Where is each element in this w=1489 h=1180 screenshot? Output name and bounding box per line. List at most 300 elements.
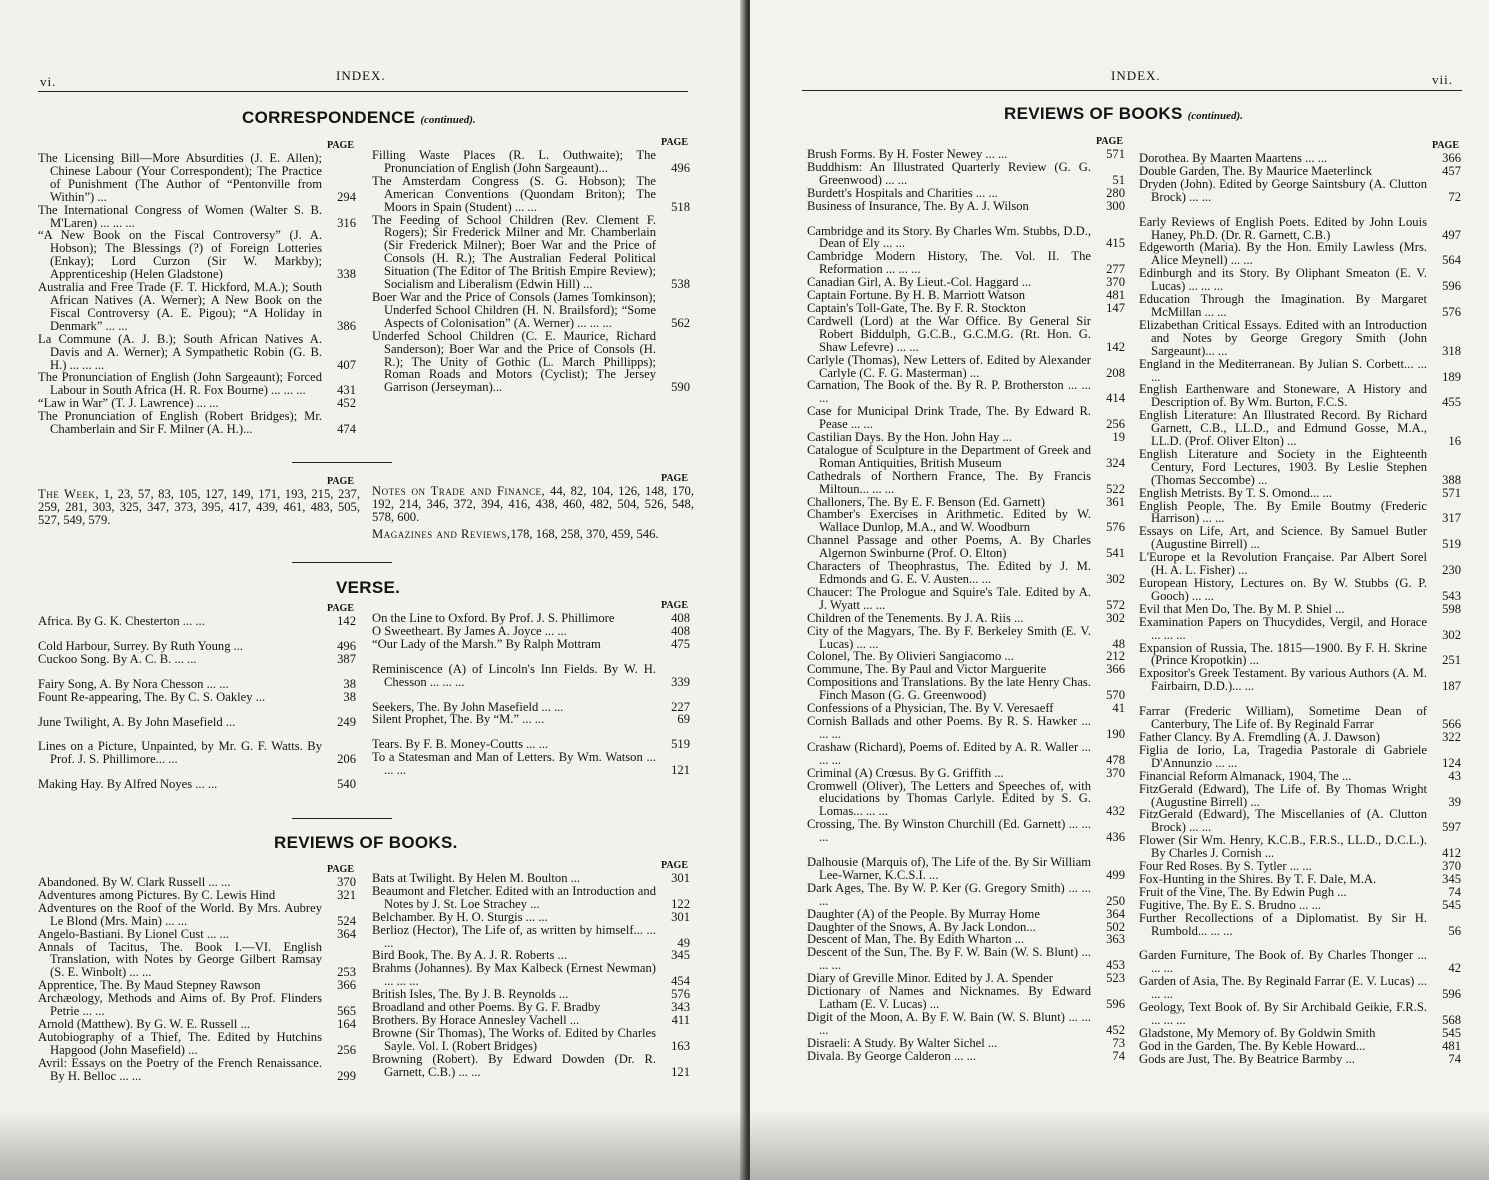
entry-page-number: 387 bbox=[337, 651, 356, 666]
entry-text: Annals of Tacitus, The. Book I.—VI. English Translation, with Notes by George Gilbert Ramsay (S. E. Winbolt) ... ... bbox=[38, 939, 322, 980]
entry-text: Berlioz (Hector), The Life of, as written by himself... ... ... bbox=[372, 922, 656, 950]
entry-page-number: 338 bbox=[337, 267, 356, 282]
entry-page-number: 541 bbox=[1106, 546, 1125, 561]
index-entry bbox=[38, 691, 360, 704]
index-entry bbox=[38, 615, 360, 628]
entry-text: Evil that Men Do, The. By M. P. Shiel ... bbox=[1139, 601, 1345, 616]
entry-page-number: 596 bbox=[1442, 279, 1461, 294]
entry-text: La Commune (A. J. B.); South African Natives A. Davis and A. Werner); A Sympathetic Robin (G. B. H.) ... ... ... bbox=[38, 331, 322, 372]
entry-page-number: 565 bbox=[337, 1004, 356, 1019]
entry-text: Characters of Theophrastus, The. Edited by J. M. Edmonds and G. E. V. Austen... ... bbox=[807, 559, 1091, 586]
entry-text: Case for Municipal Drink Trade, The. By Edward R. Pease ... ... bbox=[807, 404, 1091, 432]
entry-text: “Law in War” (T. J. Lawrence) ... ... bbox=[38, 396, 219, 411]
entry-text: Underfed School Children (C. E. Maurice, Richard Sanderson); Boer War and the Price of Consols (H. R.); The Unity of Gothic (L. March Phillipps); Roman Roads and Motors (Cyclist); The Jersey Garrison (Jerseyman)... bbox=[372, 328, 656, 395]
index-entry bbox=[807, 741, 1129, 767]
entry-page-number: 370 bbox=[1106, 275, 1125, 290]
entry-page-number: 570 bbox=[1106, 688, 1125, 703]
the-week-heading: The Week, bbox=[38, 487, 100, 501]
left-running-head: INDEX. bbox=[336, 68, 386, 83]
entry-page-number: 277 bbox=[1106, 262, 1125, 277]
entry-page-number: 540 bbox=[337, 777, 356, 792]
entry-page-number: 316 bbox=[337, 215, 356, 230]
entry-text: Diary of Greville Minor. Edited by J. A. Spender bbox=[807, 971, 1053, 986]
index-entry bbox=[1139, 241, 1465, 267]
entry-text: The Pronunciation of English (Robert Bridges); Mr. Chamberlain and Sir F. Milner (A. H.)... bbox=[38, 409, 322, 437]
entry-text: The Pronunciation of English (John Sargeaunt); Forced Labour in South Africa (H. R. Fox Bourne) ... ... ... bbox=[38, 370, 322, 398]
entry-text: L'Europe et la Revolution Française. Par Albert Sorel (H. A. L. Fisher) ... bbox=[1139, 550, 1427, 578]
entry-text: Dark Ages, The. By W. P. Ker (G. Gregory Smith) ... ... ... bbox=[807, 880, 1091, 908]
entry-page-number: 301 bbox=[671, 909, 690, 924]
entry-page-number: 414 bbox=[1106, 391, 1125, 406]
index-entry bbox=[807, 560, 1129, 586]
entry-text: Fugitive, The. By E. S. Brudno ... ... bbox=[1139, 897, 1322, 912]
entry-text: Fox-Hunting in the Shires. By T. F. Dale, M.A. bbox=[1139, 871, 1377, 886]
entry-page-number: 386 bbox=[337, 318, 356, 333]
index-entry bbox=[1139, 1053, 1465, 1066]
entry-text: “Our Lady of the Marsh.” By Ralph Mottram bbox=[372, 636, 601, 651]
entry-text: Bats at Twilight. By Helen M. Boulton ... bbox=[372, 871, 581, 885]
index-entry bbox=[372, 149, 694, 175]
entry-page-number: 343 bbox=[671, 1000, 690, 1015]
index-entry bbox=[807, 470, 1129, 496]
entry-page-number: 253 bbox=[337, 965, 356, 980]
index-entry bbox=[1139, 448, 1465, 487]
index-entry bbox=[38, 229, 360, 281]
entry-text: Carnation, The Book of the. By R. P. Brotherston ... ... ... bbox=[807, 378, 1091, 406]
entry-text: Farrar (Frederic William), Sometime Dean of Canterbury, The Life of. By Reginald Farrar bbox=[1139, 704, 1427, 732]
entry-text: “A New Book on the Fiscal Controversy” (J. A. Hobson); The Blessings (?) of Foreign Lotteries (Enkay); Lord Curzon (Sir W. Markby); Apprenticeship (Helen Gladstone) bbox=[38, 228, 322, 282]
entry-page-number: 457 bbox=[1442, 163, 1461, 178]
right-reviews-column-1: PAGE Brush Forms. By H. Foster Newey ... ... 571 Buddhism: An Illustrated Quarterly Review (G. G. Greenwood) ... ... 51 Burdett's Hospitals and Charities ... ... 280 Business of Insurance, The. By A. J. Wilson 300 Cambridge and its Story. By Charles Wm. Stubbs, D.D., Dean of Ely ... ... 415 Cambridge Modern History, The. Vol. II. The Reformation ... ... ... 277 Canadian Girl, A. By Lieut.-Col. Haggard ... 370 Captain Fortune. By H. B. Marriott Watson 481 Captain's Toll-Gate, The. By F. R. Stockton 147 Cardwell (Lord) at the War Office. By General Sir Robert Biddulph, G.C.B., G.C.M.G. (Rt. Hon. G. Shaw Lefevre) ... ... 142 Carlyle (Thomas), New Letters of. Edited by Alexander Carlyle (C. F. G. Masterman) ... 208 Carnation, The Book of the. By R. P. Brotherston ... ... ... 414 Case for Municipal Drink Trade, The. By Edward R. Pease ... ... 256 Castilian Days. By the Hon. John Hay ... 19 Catalogue of Sculpture in the Department of Greek and Roman Antiquities, British Museum 324 Cathedrals of Northern France, The. By Francis Miltoun... ... ... 522 Challoners, The. By E. F. Benson (Ed. Garnett) 361 Chamber's Exercises in Arithmetic. Edited by W. Wallace Dunlop, M.A., and W. Woodburn 576 Channel Passage and other Poems, A. By Charles Algernon Swinburne (Prof. O. Elton) 541 Characters of Theophrastus, The. Edited by J. M. Edmonds and G. E. V. Austen... ... 302 Chaucer: The Prologue and Squire's Tale. Edited by A. J. Wyatt ... ... 572 Children of the Tenements. By J. A. Riis ... 302 City of the Magyars, The. By F. Berkeley Smith (E. V. Lucas) ... ... 48 Colonel, The. By Olivieri Sangiacomo ... 212 Commune, The. By Paul and Victor Marguerite 366 Compositions and Translations. By the late Henry Chas. Finch Mason (G. G. Greenwood) 570 Confessions of a Physician, The. By V. Veresaeff 41 Cornish Ballads and other Poems. By R. S. Hawker ... ... ... 190 Crashaw (Richard), Poems of. Edited by A. R. Waller ... ... ... 478 Criminal (A) Crœsus. By G. Griffith ... 370 Cromwell (Oliver), The Letters and Speeches of, with elucidations by Thomas Carlyle. Edited by S. G. Lomas... ... ... 432 Crossing, The. By Winston Churchill (Ed. Garnett) ... ... ... 436 Dalhousie (Marquis of), The Life of the. By Sir William Lee-Warner, K.C.S.I. ... 499 Dark Ages, The. By W. P. Ker (G. Gregory Smith) ... ... ... 250 Daughter (A) of the People. By Murray Home 364 Daughter of the Snows, A. By Jack London... 502 Descent of Man, The. By Edith Wharton ... 363 Descent of the Sun, The. By F. W. Bain (W. S. Blunt) ... ... ... 453 Diary of Greville Minor. Edited by J. A. Spender 523 Dictionary of Names and Nicknames. By Edward Latham (E. V. Lucas) ... 596 Digit of the Moon, A. By F. W. Bain (W. S. Blunt) ... ... ... 452 Disraeli: A Study. By Walter Sichel ... 73 Divala. By George Calderon ... ... 74 bbox=[807, 136, 1129, 1063]
entry-text: English People, The. By Emile Boutmy (Frederic Harrison) ... ... bbox=[1139, 498, 1427, 526]
index-entry bbox=[1139, 383, 1465, 409]
entry-page-number: 48 bbox=[1112, 636, 1125, 651]
entry-text: Cold Harbour, Surrey. By Ruth Young ... bbox=[38, 638, 244, 653]
entry-page-number: 321 bbox=[337, 887, 356, 902]
index-entry bbox=[38, 333, 360, 372]
index-entry bbox=[807, 780, 1129, 819]
entry-page-number: 576 bbox=[1106, 520, 1125, 535]
index-entry bbox=[807, 200, 1129, 213]
index-entry bbox=[1139, 642, 1465, 668]
index-entry bbox=[38, 902, 360, 928]
index-entry bbox=[372, 663, 694, 689]
the-week-pages: 1, 23, 57, 83, 105, 127, 149, 171, 193, 215, 237, 259, 281, 303, 325, 347, 373, 395, 417, 439, 461, 483, 505, 527, 549, 579. bbox=[38, 487, 360, 527]
entry-page-number: 538 bbox=[671, 277, 690, 292]
entry-text: Arnold (Matthew). By G. W. E. Russell ... bbox=[38, 1016, 250, 1031]
index-entry bbox=[807, 250, 1129, 276]
entry-page-number: 41 bbox=[1112, 701, 1125, 716]
index-entry bbox=[1139, 267, 1465, 293]
entry-text: Making Hay. By Alfred Noyes ... ... bbox=[38, 777, 218, 792]
index-entry bbox=[807, 676, 1129, 702]
entry-text: Essays on Life, Art, and Science. By Samuel Butler (Augustine Birrell) ... bbox=[1139, 524, 1427, 552]
entry-text: Catalogue of Sculpture in the Department of Greek and Roman Antiquities, British Museum bbox=[807, 442, 1091, 470]
entry-text: Broadland and other Poems. By G. F. Bradby bbox=[372, 1000, 601, 1015]
entry-text: Disraeli: A Study. By Walter Sichel ... bbox=[807, 1035, 998, 1050]
index-entry bbox=[372, 924, 694, 950]
magazines-pages: 178, 168, 258, 370, 459, 546. bbox=[510, 527, 659, 541]
entry-text: Expositor's Greek Testament. By various Authors (A. M. Fairbairn, D.D.)... ... bbox=[1139, 666, 1427, 694]
index-entry bbox=[372, 751, 694, 777]
entry-page-number: 38 bbox=[343, 689, 356, 704]
entry-page-number: 366 bbox=[1442, 151, 1461, 165]
entry-page-number: 363 bbox=[1106, 932, 1125, 947]
entry-text: Buddhism: An Illustrated Quarterly Review (G. G. Greenwood) ... ... bbox=[807, 159, 1091, 187]
entry-page-number: 388 bbox=[1442, 472, 1461, 487]
entry-text: Africa. By G. K. Chesterton ... ... bbox=[38, 614, 205, 628]
entry-page-number: 455 bbox=[1442, 395, 1461, 410]
entry-text: Angelo-Bastiani. By Lionel Cust ... ... bbox=[38, 926, 229, 941]
index-entry bbox=[807, 379, 1129, 405]
entry-text: Garden of Asia, The. By Reginald Farrar (E. V. Lucas) ... ... ... bbox=[1139, 974, 1427, 1002]
entry-page-number: 415 bbox=[1106, 236, 1125, 251]
entry-text: The Feeding of School Children (Rev. Clement F. Rogers); Sir Frederick Milner and Mr. Chamberlain (Sir Frederick Milner); Boer War and the Price of Consols (H. R.); The Australian Federal Political Situation (The Editor of The British Empire Review); Socialism and Liberalism (Edwin Hill) ... bbox=[372, 212, 656, 292]
entry-text: Cardwell (Lord) at the War Office. By General Sir Robert Biddulph, G.C.B., G.C.M.G. (Rt. Hon. G. Shaw Lefevre) ... ... bbox=[807, 313, 1091, 354]
entry-text: Colonel, The. By Olivieri Sangiacomo ... bbox=[807, 649, 1014, 664]
entry-text: European History, Lectures on. By W. Stubbs (G. P. Gooch) ... ... bbox=[1139, 576, 1427, 603]
entry-text: Boer War and the Price of Consols (James Tomkinson); Underfed School Children (H. N. Brailsford); “Some Aspects of Colonisation” (A. Werner) ... ... ... bbox=[372, 289, 656, 330]
index-entry bbox=[38, 152, 360, 204]
entry-page-number: 69 bbox=[677, 712, 690, 727]
entry-text: Fruit of the Vine, The. By Edwin Pugh ... bbox=[1139, 884, 1347, 899]
entry-page-number: 16 bbox=[1448, 434, 1461, 449]
entry-text: Cambridge and its Story. By Charles Wm. Stubbs, D.D., Dean of Ely ... ... bbox=[807, 223, 1091, 251]
entry-text: Brahms (Johannes). By Max Kalbeck (Ernest Newman) ... ... ... bbox=[372, 961, 656, 989]
entry-page-number: 19 bbox=[1112, 430, 1125, 445]
index-entry bbox=[372, 1027, 694, 1053]
entry-text: Australia and Free Trade (F. T. Hickford, M.A.); South African Natives (A. Werner); A New Book on the Fiscal Controversy (A. E. Pigou); “A Holiday in Denmark” ... ... bbox=[38, 280, 322, 333]
index-entry bbox=[1139, 975, 1465, 1001]
entry-text: Captain Fortune. By H. B. Marriott Watson bbox=[807, 288, 1026, 303]
entry-page-number: 361 bbox=[1106, 494, 1125, 509]
entry-page-number: 122 bbox=[671, 896, 690, 911]
entry-page-number: 317 bbox=[1442, 511, 1461, 526]
section-divider bbox=[292, 818, 392, 819]
entry-text: Criminal (A) Crœsus. By G. Griffith ... bbox=[807, 765, 1004, 780]
entry-text: Descent of Man, The. By Edith Wharton ... bbox=[807, 932, 1025, 947]
entry-page-number: 452 bbox=[1106, 1022, 1125, 1037]
entry-text: Apprentice, The. By Maud Stepney Rawson bbox=[38, 978, 261, 993]
entry-text: Garden Furniture, The Book of. By Charles Thonger ... ... ... bbox=[1139, 948, 1427, 976]
entry-page-number: 474 bbox=[337, 422, 356, 437]
index-entry bbox=[1139, 500, 1465, 526]
index-entry bbox=[807, 715, 1129, 741]
entry-page-number: 519 bbox=[1442, 537, 1461, 552]
entry-text: Abandoned. By W. Clark Russell ... ... bbox=[38, 875, 231, 889]
entry-page-number: 345 bbox=[1442, 871, 1461, 886]
index-entry bbox=[1139, 551, 1465, 577]
verse-title: VERSE. bbox=[336, 578, 401, 597]
page-label: PAGE bbox=[660, 137, 688, 148]
right-page-number: vii. bbox=[1432, 72, 1453, 87]
entry-text: Geology, Text Book of. By Sir Archibald Geikie, F.R.S. ... ... ... bbox=[1139, 1000, 1427, 1027]
entry-text: Expansion of Russia, The. 1815—1900. By F. H. Skrine (Prince Kropotkin) ... bbox=[1139, 640, 1427, 668]
entry-text: Silent Prophet, The. By “M.” ... ... bbox=[372, 712, 545, 727]
entry-page-number: 163 bbox=[671, 1038, 690, 1053]
entry-page-number: 496 bbox=[671, 160, 690, 175]
entry-page-number: 452 bbox=[337, 396, 356, 411]
index-entry bbox=[372, 885, 694, 911]
index-entry bbox=[807, 1011, 1129, 1037]
entry-page-number: 522 bbox=[1106, 481, 1125, 496]
index-entry bbox=[38, 1057, 360, 1083]
entry-page-number: 56 bbox=[1448, 923, 1461, 938]
entry-text: English Literature: An Illustrated Record. By Richard Garnett, C.B., LL.D., and Edmund Gosse, M.A., LL.D. (Prof. Oliver Elton) ... bbox=[1139, 408, 1427, 449]
entry-text: England in the Mediterranean. By Julian S. Corbett... ... ... bbox=[1139, 356, 1427, 384]
entry-page-number: 596 bbox=[1442, 987, 1461, 1002]
entry-page-number: 227 bbox=[671, 699, 690, 714]
entry-page-number: 572 bbox=[1106, 597, 1125, 612]
entry-text: Elizabethan Critical Essays. Edited with an Introduction and Notes by George Gregory Smith (John Sargeaunt)... ... bbox=[1139, 317, 1427, 358]
index-entry bbox=[38, 371, 360, 397]
entry-page-number: 478 bbox=[1106, 752, 1125, 767]
entry-text: Castilian Days. By the Hon. John Hay ... bbox=[807, 430, 1012, 445]
entry-page-number: 124 bbox=[1442, 755, 1461, 770]
entry-text: Edgeworth (Maria). By the Hon. Emily Lawless (Mrs. Alice Meynell) ... ... bbox=[1139, 240, 1427, 268]
index-entry bbox=[38, 1031, 360, 1057]
index-entry bbox=[807, 225, 1129, 251]
entry-text: Carlyle (Thomas), New Letters of. Edited by Alexander Carlyle (C. F. G. Masterman) ... bbox=[807, 352, 1091, 380]
entry-page-number: 251 bbox=[1442, 653, 1461, 668]
entry-page-number: 436 bbox=[1106, 830, 1125, 845]
entry-page-number: 370 bbox=[1442, 859, 1461, 874]
index-entry bbox=[807, 161, 1129, 187]
entry-page-number: 142 bbox=[337, 614, 356, 628]
index-entry bbox=[807, 354, 1129, 380]
entry-text: Lines on a Picture, Unpainted, by Mr. G. F. Watts. By Prof. J. S. Phillimore... ... bbox=[38, 739, 322, 767]
index-entry bbox=[372, 962, 694, 988]
entry-text: Captain's Toll-Gate, The. By F. R. Stockton bbox=[807, 300, 1026, 315]
entry-page-number: 545 bbox=[1442, 1025, 1461, 1040]
index-entry bbox=[807, 444, 1129, 470]
entry-text: Dorothea. By Maarten Maartens ... ... bbox=[1139, 151, 1328, 165]
entry-page-number: 280 bbox=[1106, 185, 1125, 200]
entry-page-number: 43 bbox=[1448, 768, 1461, 783]
entry-page-number: 256 bbox=[337, 1042, 356, 1057]
entry-page-number: 523 bbox=[1106, 971, 1125, 986]
entry-text: Financial Reform Almanack, 1904, The ... bbox=[1139, 768, 1352, 783]
left-page-number: vi. bbox=[40, 74, 57, 89]
entry-text: Canadian Girl, A. By Lieut.-Col. Haggard ... bbox=[807, 275, 1032, 290]
verse-column-1: PAGE Africa. By G. K. Chesterton ... ... 142 Cold Harbour, Surrey. By Ruth Young ... 496 Cuckoo Song. By A. C. B. ... ... 387 Fairy Song, A. By Nora Chesson ... ... 38 Fount Re-appearing, The. By C. S. Oakley ... 38 June Twilight, A. By John Masefield ... 249 Lines on a Picture, Unpainted, by Mr. G. F. Watts. By Prof. J. S. Phillimore... ... 206 Making Hay. By Alfred Noyes ... ... 540 bbox=[38, 603, 360, 791]
reviews-continued-title: REVIEWS OF BOOKS (continued). bbox=[1004, 104, 1243, 123]
entry-text: English Earthenware and Stoneware, A History and Description of. By Wm. Burton, F.C.S. bbox=[1139, 382, 1427, 410]
entry-page-number: 51 bbox=[1112, 172, 1125, 187]
entry-page-number: 74 bbox=[1112, 1048, 1125, 1063]
entry-text: Crashaw (Richard), Poems of. Edited by A. R. Waller ... ... ... bbox=[807, 739, 1091, 767]
entry-text: Digit of the Moon, A. By F. W. Bain (W. S. Blunt) ... ... ... bbox=[807, 1009, 1091, 1037]
index-entry bbox=[807, 882, 1129, 908]
entry-page-number: 300 bbox=[1106, 198, 1125, 213]
entry-page-number: 576 bbox=[671, 987, 690, 1002]
index-entry bbox=[1139, 358, 1465, 384]
entry-text: Browne (Sir Thomas), The Works of. Edited by Charles Sayle. Vol. I. (Robert Bridges) bbox=[372, 1025, 656, 1053]
entry-page-number: 543 bbox=[1442, 588, 1461, 603]
entry-page-number: 190 bbox=[1106, 726, 1125, 741]
entry-text: Commune, The. By Paul and Victor Marguerite bbox=[807, 662, 1047, 677]
entry-page-number: 370 bbox=[1106, 765, 1125, 780]
entry-text: On the Line to Oxford. By Prof. J. S. Phillimore bbox=[372, 611, 615, 625]
entry-page-number: 576 bbox=[1442, 304, 1461, 319]
entry-page-number: 324 bbox=[1106, 455, 1125, 470]
the-week-entry: PAGE The Week, 1, 23, 57, 83, 105, 127, 149, 171, 193, 215, 237, 259, 281, 303, 325, 347, 373, 395, 417, 439, 461, 483, 505, 527, 549, 579. bbox=[38, 476, 360, 527]
entry-text: Brush Forms. By H. Foster Newey ... ... bbox=[807, 147, 1008, 161]
correspondence-title: CORRESPONDENCE (continued). bbox=[242, 108, 476, 127]
entry-page-number: 74 bbox=[1448, 884, 1461, 899]
entry-page-number: 497 bbox=[1442, 227, 1461, 242]
index-entry bbox=[1139, 577, 1465, 603]
entry-page-number: 519 bbox=[671, 737, 690, 752]
entry-page-number: 121 bbox=[671, 763, 690, 778]
entry-text: The Licensing Bill—More Absurdities (J. E. Allen); Chinese Labour (Your Correspondent); The Practice of Punishment (The Author of “Pentonville from Within”) ... bbox=[38, 151, 322, 204]
entry-text: Gods are Just, The. By Beatrice Barmby ... bbox=[1139, 1051, 1355, 1066]
entry-text: Dalhousie (Marquis of), The Life of the. By Sir William Lee-Warner, K.C.S.I. ... bbox=[807, 855, 1091, 882]
page-label: PAGE bbox=[326, 140, 354, 151]
entry-text: Filling Waste Places (R. L. Outhwaite); The Pronunciation of English (John Sargeaunt)... bbox=[372, 148, 656, 175]
index-entry bbox=[1139, 1001, 1465, 1027]
index-entry bbox=[1139, 319, 1465, 358]
entry-page-number: 302 bbox=[1106, 610, 1125, 625]
entry-text: Examination Papers on Thucydides, Vergil, and Horace ... ... ... bbox=[1139, 614, 1427, 642]
entry-text: Burdett's Hospitals and Charities ... ... bbox=[807, 185, 998, 200]
reviews-title: REVIEWS OF BOOKS. bbox=[274, 833, 458, 852]
entry-text: Cromwell (Oliver), The Letters and Speeches of, with elucidations by Thomas Carlyle. Edited by S. G. Lomas... ... ... bbox=[807, 778, 1091, 819]
entry-text: Cathedrals of Northern France, The. By Francis Miltoun... ... ... bbox=[807, 468, 1091, 496]
index-entry bbox=[807, 315, 1129, 354]
entry-text: English Metrists. By T. S. Omond... ... bbox=[1139, 485, 1333, 500]
entry-text: English Literature and Society in the Eighteenth Century, Ford Lectures, 1903. By Leslie Stephen (Thomas Seccombe) ... bbox=[1139, 446, 1427, 487]
entry-page-number: 454 bbox=[671, 974, 690, 989]
entry-page-number: 408 bbox=[671, 623, 690, 638]
entry-page-number: 206 bbox=[337, 752, 356, 767]
entry-page-number: 187 bbox=[1442, 679, 1461, 694]
index-entry bbox=[38, 281, 360, 333]
entry-page-number: 72 bbox=[1448, 189, 1461, 204]
entry-page-number: 322 bbox=[1442, 729, 1461, 744]
index-entry bbox=[38, 992, 360, 1018]
entry-text: Cornish Ballads and other Poems. By R. S. Hawker ... ... ... bbox=[807, 713, 1091, 741]
entry-page-number: 164 bbox=[337, 1016, 356, 1031]
entry-page-number: 39 bbox=[1448, 794, 1461, 809]
index-entry bbox=[38, 410, 360, 436]
entry-page-number: 370 bbox=[337, 875, 356, 889]
entry-text: Edinburgh and its Story. By Oliphant Smeaton (E. V. Lucas) ... ... ... bbox=[1139, 266, 1427, 294]
entry-text: Gladstone, My Memory of. By Goldwin Smith bbox=[1139, 1025, 1376, 1040]
entry-text: Dictionary of Names and Nicknames. By Edward Latham (E. V. Lucas) ... bbox=[807, 984, 1091, 1011]
entry-page-number: 38 bbox=[343, 676, 356, 691]
entry-text: Archæology, Methods and Aims of. By Prof. Flinders Petrie ... ... bbox=[38, 991, 322, 1019]
entry-text: Daughter (A) of the People. By Murray Home bbox=[807, 906, 1040, 921]
entry-page-number: 597 bbox=[1442, 820, 1461, 835]
entry-page-number: 408 bbox=[671, 611, 690, 625]
right-running-head: INDEX. bbox=[1111, 68, 1161, 83]
reviews-column-1: PAGE Abandoned. By W. Clark Russell ... ... 370 Adventures among Pictures. By C. Lewis Hind 321 Adventures on the Roof of the World. By Mrs. Aubrey Le Blond (Mrs. Main) ... ... 524 Angelo-Bastiani. By Lionel Cust ... ... 364 Annals of Tacitus, The. Book I.—VI. English Translation, with Notes by George Gilbert Ramsay (S. E. Winbolt) ... ... 253 Apprentice, The. By Maud Stepney Rawson 366 Archæology, Methods and Aims of. By Prof. Flinders Petrie ... ... 565 Arnold (Matthew). By G. W. E. Russell ... 164 Autobiography of a Thief, The. Edited by Hutchins Hapgood (John Masefield) ... 256 Avril: Essays on the Poetry of the French Renaissance. By H. Belloc ... ... 299 bbox=[38, 864, 360, 1083]
entry-text: Avril: Essays on the Poetry of the French Renaissance. By H. Belloc ... ... bbox=[38, 1055, 322, 1083]
entry-text: Confessions of a Physician, The. By V. Veresaeff bbox=[807, 701, 1054, 716]
entry-page-number: 571 bbox=[1442, 485, 1461, 500]
entry-page-number: 475 bbox=[671, 636, 690, 651]
entry-text: Crossing, The. By Winston Churchill (Ed. Garnett) ... ... ... bbox=[807, 817, 1091, 845]
entry-page-number: 524 bbox=[337, 913, 356, 928]
left-head-rule bbox=[38, 91, 688, 92]
entry-page-number: 339 bbox=[671, 674, 690, 689]
entry-text: Cuckoo Song. By A. C. B. ... ... bbox=[38, 651, 197, 666]
section-divider bbox=[292, 562, 392, 563]
index-entry bbox=[807, 625, 1129, 651]
entry-text: Dryden (John). Edited by George Saintsbury (A. Clutton Brock) ... ... bbox=[1139, 176, 1427, 204]
index-entry bbox=[807, 586, 1129, 612]
entry-text: Reminiscence (A) of Lincoln's Inn Fields. By W. H. Chesson ... ... ... bbox=[372, 661, 656, 689]
entry-text: Cambridge Modern History, The. Vol. II. The Reformation ... ... ... bbox=[807, 249, 1091, 277]
entry-text: O Sweetheart. By James A. Joyce ... ... bbox=[372, 623, 567, 638]
index-entry bbox=[807, 818, 1129, 844]
entry-page-number: 499 bbox=[1106, 867, 1125, 882]
right-reviews-column-2: PAGE Dorothea. By Maarten Maartens ... ... 366 Double Garden, The. By Maurice Maeterlinck 457 Dryden (John). Edited by George Saintsbury (A. Clutton Brock) ... ... 72 Early Reviews of English Poets. Edited by John Louis Haney, Ph.D. (Dr. R. Garnett, C.B.) 497 Edgeworth (Maria). By the Hon. Emily Lawless (Mrs. Alice Meynell) ... ... 564 Edinburgh and its Story. By Oliphant Smeaton (E. V. Lucas) ... ... ... 596 Education Through the Imagination. By Margaret McMillan ... ... 576 Elizabethan Critical Essays. Edited with an Introduction and Notes by George Gregory Smith (John Sargeaunt)... ... 318 England in the Mediterranean. By Julian S. Corbett... ... ... 189 English Earthenware and Stoneware, A History and Description of. By Wm. Burton, F.C.S. 455 English Literature: An Illustrated Record. By Richard Garnett, C.B., LL.D., and Edmund Gosse, M.A., LL.D. (Prof. Oliver Elton) ... 16 English Literature and Society in the Eighteenth Century, Ford Lectures, 1903. By Leslie Stephen (Thomas Seccombe) ... 388 English Metrists. By T. S. Omond... ... 571 English People, The. By Emile Boutmy (Frederic Harrison) ... ... 317 Essays on Life, Art, and Science. By Samuel Butler (Augustine Birrell) ... 519 L'Europe et la Revolution Française. Par Albert Sorel (H. A. L. Fisher) ... 230 European History, Lectures on. By W. Stubbs (G. P. Gooch) ... ... 543 Evil that Men Do, The. By M. P. Shiel ... 598 Examination Papers on Thucydides, Vergil, and Horace ... ... ... 302 Expansion of Russia, The. 1815—1900. By F. H. Skrine (Prince Kropotkin) ... 251 Expositor's Greek Testament. By various Authors (A. M. Fairbairn, D.D.)... ... 187 Farrar (Frederic William), Sometime Dean of Canterbury, The Life of. By Reginald Farrar 566 Father Clancy. By A. Fremdling (A. J. Dawson) 322 Figlia de Iorio, La, Tragedia Pastorale di Gabriele D'Annunzio ... ... 124 Financial Reform Almanack, 1904, The ... 43 FitzGerald (Edward), The Life of. By Thomas Wright (Augustine Birrell) ... 39 FitzGerald (Edward), The Miscellanies of (A. Clutton Brock) ... ... 597 Flower (Sir Wm. Henry, K.C.B., F.R.S., LL.D., D.C.L.). By Charles J. Cornish ... 412 Four Red Roses. By S. Tytler ... ... 370 Fox-Hunting in the Shires. By T. F. Dale, M.A. 345 Fruit of the Vine, The. By Edwin Pugh ... 74 Fugitive, The. By E. S. Brudno ... ... 545 Further Recollections of a Diplomatist. By Sir H. Rumbold... ... ... 56 Garden Furniture, The Book of. By Charles Thonger ... ... ... 42 Garden of Asia, The. By Reginald Farrar (E. V. Lucas) ... ... ... 596 Geology, Text Book of. By Sir Archibald Geikie, F.R.S. ... ... ... 568 Gladstone, My Memory of. By Goldwin Smith 545 God in the Garden, The. By Keble Howard... 481 Gods are Just, The. By Beatrice Barmby ... 74 bbox=[1139, 140, 1465, 1066]
entry-text: Bird Book, The. By A. J. R. Roberts ... bbox=[372, 948, 567, 963]
entry-page-number: 366 bbox=[1106, 662, 1125, 677]
entry-text: Compositions and Translations. By the late Henry Chas. Finch Mason (G. G. Greenwood) bbox=[807, 675, 1091, 703]
index-entry bbox=[372, 291, 694, 330]
correspondence-column-2 bbox=[372, 137, 694, 394]
entry-text: To a Statesman and Man of Letters. By Wm. Watson ... ... ... bbox=[372, 750, 656, 778]
entry-text: Business of Insurance, The. By A. J. Wilson bbox=[807, 198, 1029, 213]
index-entry bbox=[807, 985, 1129, 1011]
entry-page-number: 596 bbox=[1106, 997, 1125, 1011]
entry-page-number: 590 bbox=[671, 380, 690, 395]
entry-text: Figlia de Iorio, La, Tragedia Pastorale di Gabriele D'Annunzio ... ... bbox=[1139, 742, 1427, 770]
entry-page-number: 73 bbox=[1112, 1035, 1125, 1050]
entry-page-number: 431 bbox=[337, 383, 356, 398]
entry-page-number: 502 bbox=[1106, 919, 1125, 934]
entry-text: Brothers. By Horace Annesley Vachell ... bbox=[372, 1012, 580, 1027]
entry-text: Browning (Robert). By Edward Dowden (Dr. R. Garnett, C.B.) ... ... bbox=[372, 1051, 656, 1079]
right-page bbox=[750, 0, 1489, 1180]
magazines-heading: Magazines and Reviews, bbox=[372, 527, 511, 541]
index-entry bbox=[1139, 744, 1465, 770]
entry-page-number: 42 bbox=[1448, 961, 1461, 976]
index-entry bbox=[38, 653, 360, 666]
reviews-column-2: PAGE Bats at Twilight. By Helen M. Boulton ... 301 Beaumont and Fletcher. Edited with an Introduction and Notes by J. St. Loe Strachey ... 122 Belchamber. By H. O. Sturgis ... ... 301 Berlioz (Hector), The Life of, as written by himself... ... ... 49 Bird Book, The. By A. J. R. Roberts ... 345 Brahms (Johannes). By Max Kalbeck (Ernest Newman) ... ... ... 454 British Isles, The. By J. B. Reynolds ... 576 Broadland and other Poems. By G. F. Bradby 343 Brothers. By Horace Annesley Vachell ... 411 Browne (Sir Thomas), The Works of. Edited by Charles Sayle. Vol. I. (Robert Bridges) 163 Browning (Robert). By Edward Dowden (Dr. R. Garnett, C.B.) ... ... 121 bbox=[372, 860, 694, 1079]
entry-text: City of the Magyars, The. By F. Berkeley Smith (E. V. Lucas) ... ... bbox=[807, 623, 1091, 651]
index-entry bbox=[807, 856, 1129, 882]
entry-page-number: 256 bbox=[1106, 417, 1125, 432]
entry-text: FitzGerald (Edward), The Miscellanies of (A. Clutton Brock) ... ... bbox=[1139, 807, 1427, 835]
entry-page-number: 249 bbox=[337, 714, 356, 729]
entry-text: Four Red Roses. By S. Tytler ... ... bbox=[1139, 859, 1312, 874]
index-entry bbox=[38, 941, 360, 980]
entry-page-number: 496 bbox=[337, 638, 356, 653]
entry-text: God in the Garden, The. By Keble Howard... bbox=[1139, 1038, 1366, 1053]
entry-page-number: 545 bbox=[1442, 897, 1461, 912]
entry-page-number: 453 bbox=[1106, 958, 1125, 973]
index-entry bbox=[1139, 949, 1465, 975]
entry-text: Fount Re-appearing, The. By C. S. Oakley ... bbox=[38, 689, 266, 704]
index-entry bbox=[1139, 409, 1465, 448]
entry-text: Divala. By George Calderon ... ... bbox=[807, 1048, 977, 1063]
entry-text: June Twilight, A. By John Masefield ... bbox=[38, 714, 236, 729]
entry-page-number: 345 bbox=[671, 948, 690, 963]
right-head-rule bbox=[802, 90, 1462, 91]
entry-text: FitzGerald (Edward), The Life of. By Thomas Wright (Augustine Birrell) ... bbox=[1139, 781, 1427, 809]
index-entry bbox=[807, 534, 1129, 560]
entry-page-number: 411 bbox=[671, 1012, 690, 1027]
entry-page-number: 364 bbox=[337, 926, 356, 941]
notes-on-trade-entry: PAGE Notes on Trade and Finance, 44, 82, 104, 126, 148, 170, 192, 214, 346, 372, 394, 416, 438, 460, 482, 504, 526, 548, 578, 600. Magazines and Reviews,178, 168, 258, 370, 459, 546. bbox=[372, 473, 694, 541]
entry-text: Challoners, The. By E. F. Benson (Ed. Garnett) bbox=[807, 494, 1046, 509]
entry-page-number: 74 bbox=[1448, 1051, 1461, 1066]
entry-page-number: 301 bbox=[671, 871, 690, 885]
